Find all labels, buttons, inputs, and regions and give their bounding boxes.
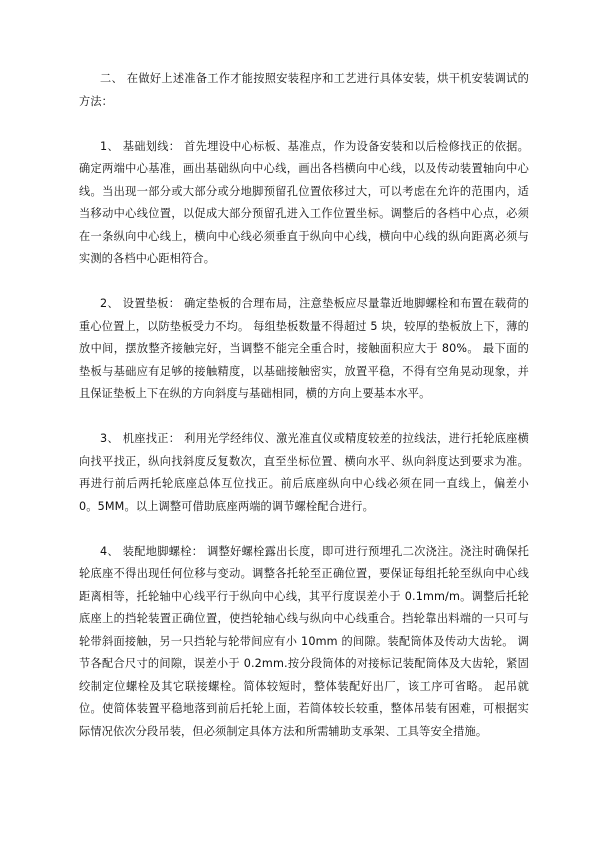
section-3-paragraph: 3、 机座找正： 利用光学经纬仪、激光准直仪或精度较差的拉线法，进行托轮底座横向找平找正，纵向找斜度反复数次，直至坐标位置、横向水平、纵向斜度达到要求为准。 再进行前后两托轮底座总体互位找正。前后底座纵向中心线必须在同一直线上，偏差小 0。5MM。以上调整可借助底座两端的调节螺栓配合进行。 [79,432,529,513]
document-body [79,68,529,766]
section-4-paragraph: 4、 装配地脚螺栓： 调整好螺栓露出长度，即可进行预埋孔二次浇注。浇注时确保托轮底座不得出现任何位移与变动。调整各托轮至正确位置，要保证每组托轮至纵向中心线距离相等，托轮轴中心线平行于纵向中心线，其平行度误差小于 0.1mm/m。调整后托轮底座上的挡轮装置正确位置，使挡轮轴心线与纵向中心线重合。挡轮靠出料端的一只可与轮带斜面接触，另一只挡轮与轮带间应有小 10mm 的间隙。装配筒体及传动大齿轮。 调节各配合尺寸的间隙，误差小于 0.2mm.按分段筒体的对接标记装配筒体及大齿轮，紧固绞制定位螺栓及其它联接螺栓。简体较短时，整体装配好出厂，该工序可省略。 起吊就位。使简体装置平稳地落到前后托轮上面，若简体较长较重，整体吊装有困难，可根据实际情况依次分段吊装，但必须制定具体方法和所需辅助支承架、工具等安全措施。 [79,544,529,738]
section-2-paragraph: 2、 设置垫板： 确定垫板的合理布局，注意垫板应尽量靠近地脚螺栓和布置在载荷的重心位置上，以防垫板受力不均。 每组垫板数量不得超过 5 块，较厚的垫板放上下，薄的放中间，摆放整齐接触完好，当调整不能完全重合时，接触面积应大于 80%。 最下面的垫板与基础应有足够的接触精度，以基础接触密实，放置平稳，不得有空角晃动现象，并且保证垫板上下在纵的方向斜度与基础相同，横的方向上要基本水平。 [79,297,529,400]
intro-paragraph: 二、 在做好上述准备工作才能按照安装程序和工艺进行具体安装，烘干机安装调试的方法： [79,72,529,108]
section-1-paragraph: 1、 基础划线： 首先埋设中心标板、基准点，作为设备安装和以后检修找正的依据。 确定两端中心基准，画出基础纵向中心线，画出各档横向中心线，以及传动装置轴向中心线。当出现一部分或大部分或分地脚预留孔位置依移过大，可以考虑在允许的范围内，适当移动中心线位置，以促成大部分预留孔进入工作位置坐标。调整后的各档中心点，必须在一条纵向中心线上，横向中心线必须垂直于纵向中心线，横向中心线的纵向距离必须与实测的各档中心距相符合。 [79,139,529,265]
